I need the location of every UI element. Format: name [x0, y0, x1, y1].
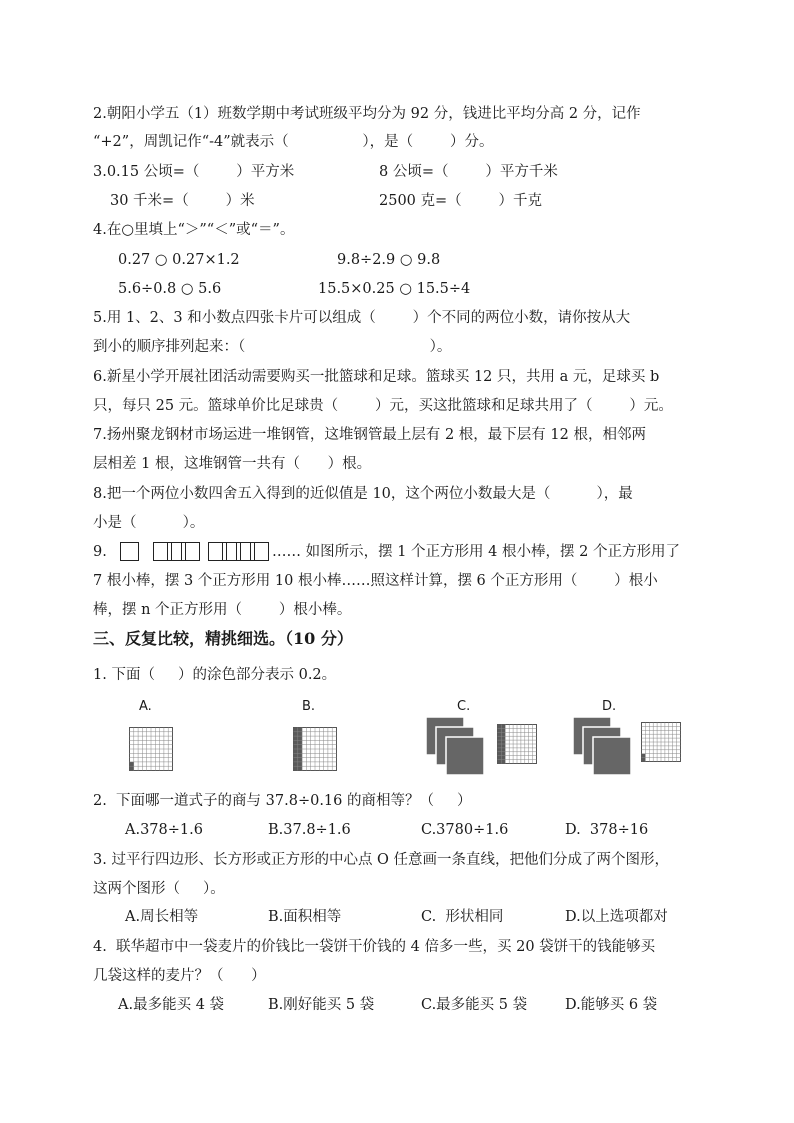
p3-q4-option-c: C.最多能买 5 袋	[421, 997, 528, 1013]
p3-q3-line1: 3. 过平行四边形、长方形或正方形的中心点 O 任意画一条直线，把他们分成了两个图形，	[93, 852, 670, 868]
q9-line3: 棒，摆 n 个正方形用（ ）根小棒。	[93, 602, 352, 618]
p3-q4-line2: 几袋这样的麦片？（ ）	[93, 968, 266, 984]
p3-q2-option-a: A.378÷1.6	[125, 822, 203, 838]
p3-q1-label-d: D.	[602, 699, 617, 714]
p3-q2-option-c: C.3780÷1.6	[421, 822, 509, 838]
q4-item-a: 0.27 ○ 0.27×1.2	[118, 252, 240, 268]
option-b-grid-figure	[293, 727, 337, 771]
p3-q1-label-a: A.	[139, 699, 152, 714]
p3-q4-option-b: B.刚好能买 5 袋	[268, 997, 375, 1013]
p3-q2-option-d: D. 378÷16	[565, 822, 649, 838]
p3-q1-label-b: B.	[302, 699, 316, 714]
q5-line2: 到小的顺序排列起来：（ ）。	[93, 339, 452, 355]
q4-item-d: 15.5×0.25 ○ 15.5÷4	[318, 281, 471, 297]
p3-q4-option-d: D.能够买 6 袋	[565, 997, 658, 1013]
q3-row2-left: 30 千米=（ ）米	[110, 193, 255, 209]
option-d-shaded-squares	[572, 716, 634, 776]
q9-line1: …… 如图所示，摆 1 个正方形用 4 根小棒，摆 2 个正方形用了	[272, 544, 680, 560]
q3-row1-right: 8 公顷=（ ）平方千米	[379, 164, 558, 180]
q3-row1-left: 3.0.15 公顷=（ ）平方米	[93, 164, 295, 180]
p3-q2: 2. 下面哪一道式子的商与 37.8÷0.16 的商相等？（ ）	[93, 793, 472, 809]
q4-item-b: 9.8÷2.9 ○ 9.8	[337, 252, 441, 268]
q5-line1: 5.用 1、2、3 和小数点四张卡片可以组成（ ）个不同的两位小数，请你按从大	[93, 310, 631, 326]
option-d-grid-figure	[641, 722, 681, 762]
p3-q3-option-a: A.周长相等	[125, 909, 199, 925]
part3-heading: 三、反复比较，精挑细选。（10 分）	[93, 629, 353, 648]
p3-q3-line2: 这两个图形（ ）。	[93, 881, 225, 897]
option-c-grid-figure	[497, 724, 537, 764]
option-c-shaded-squares	[425, 716, 487, 776]
q6-line2: 只，每只 25 元。篮球单价比足球贵（ ）元，买这批篮球和足球共用了（ ）元。	[93, 398, 673, 414]
q6-line1: 6.新星小学开展社团活动需要购买一批篮球和足球。篮球买 12 只，共用 a 元，足球买 b	[93, 369, 660, 385]
p3-q3-option-c: C. 形状相同	[421, 909, 504, 925]
q8-line2: 小是（ ）。	[93, 515, 205, 531]
q3-row2-right: 2500 克=（ ）千克	[379, 193, 543, 209]
p3-q4-line1: 4. 联华超市中一袋麦片的价钱比一袋饼干价钱的 4 倍多一些，买 20 袋饼干的钱能够买	[93, 939, 656, 955]
p3-q1-label-c: C.	[457, 699, 471, 714]
q7-line2: 层相差 1 根，这堆钢管一共有（ ）根。	[93, 456, 372, 472]
q8-line1: 8.把一个两位小数四舍五入得到的近似值是 10，这个两位小数最大是（ ），最	[93, 486, 633, 502]
p3-q3-option-b: B.面积相等	[268, 909, 342, 925]
p3-q3-option-d: D.以上选项都对	[565, 909, 668, 925]
p3-q4-option-a: A.最多能买 4 袋	[118, 997, 225, 1013]
q7-line1: 7.扬州聚龙钢材市场运进一堆钢管，这堆钢管最上层有 2 根，最下层有 12 根，相邻两	[93, 427, 646, 443]
q4-line1: 4.在○里填上“＞”“＜”或“＝”。	[93, 222, 295, 238]
q2-line1: 2.朝阳小学五（1）班数学期中考试班级平均分为 92 分，钱进比平均分高 2 分，记作	[93, 106, 641, 122]
p3-q2-option-b: B.37.8÷1.6	[268, 822, 351, 838]
q9-line2: 7 根小棒，摆 3 个正方形用 10 根小棒……照这样计算，摆 6 个正方形用（ ）根小	[93, 573, 658, 589]
p3-q1: 1. 下面（ ）的涂色部分表示 0.2。	[93, 667, 337, 683]
q4-item-c: 5.6÷0.8 ○ 5.6	[118, 281, 222, 297]
q9-number: 9.	[93, 544, 107, 560]
option-a-grid-figure	[129, 727, 173, 771]
q2-line2: “+2”，周凯记作“-4”就表示（ ），是（ ）分。	[93, 134, 494, 150]
